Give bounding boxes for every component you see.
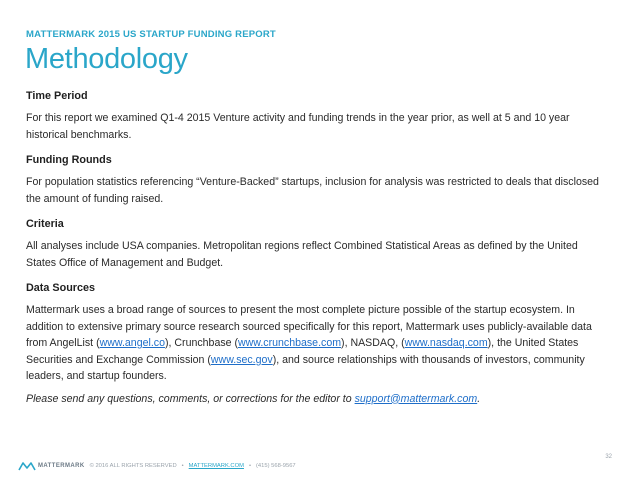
angellist-link[interactable]: www.angel.co [99, 337, 165, 349]
nasdaq-link[interactable]: www.nasdaq.com [404, 337, 488, 349]
page-number: 32 [605, 454, 612, 460]
section-time-period [26, 88, 608, 143]
text-span: . [477, 392, 481, 405]
section-paragraph: All analyses include USA companies. Metropolitan regions reflect Combined Statistical Areas as defined by the United States Office of Management and Budget. [26, 240, 578, 269]
logo-icon [18, 461, 36, 471]
support-email-link[interactable]: support@mattermark.com [354, 392, 478, 405]
separator: • [181, 463, 184, 469]
footer [18, 459, 618, 473]
closing-note [26, 391, 608, 408]
copyright-text: © 2016 ALL RIGHTS RESERVED [89, 463, 177, 469]
logo-text: MATTERMARK [38, 463, 85, 469]
separator: • [248, 463, 251, 469]
text-span: Mattermark uses a broad range of sources to present the most complete picture possible of the startup ecosystem. In addition to extensive primary source research sourced specifically for this report, Mattermark uses publicly-available data from AngelList ( [26, 304, 592, 349]
section-paragraph: For this report we examined Q1-4 2015 Venture activity and funding trends in the year prior, as well at 5 and 10 year historical benchmarks. [26, 112, 570, 141]
text-span: Please send any questions, comments, or corrections for the editor to [26, 392, 355, 405]
section-funding-rounds [26, 152, 608, 207]
phone-number: (415) 568-9567 [256, 463, 296, 469]
website-link[interactable]: MATTERMARK.COM [188, 463, 244, 469]
sec-link[interactable]: www.sec.gov [210, 353, 273, 366]
section-paragraph [26, 302, 608, 385]
text-span: ), the United States Securities and Exchange Commission ( [26, 337, 579, 366]
section-paragraph: For population statistics referencing “Venture-Backed” startups, inclusion for analysis was restricted to deals that disclosed the amount of funding raised. [26, 176, 599, 205]
section-criteria [26, 216, 608, 271]
methodology-content [26, 88, 608, 413]
crunchbase-link[interactable]: www.crunchbase.com [238, 337, 342, 349]
section-heading: Criteria [26, 218, 64, 230]
section-heading: Funding Rounds [26, 154, 112, 166]
page-title: Methodology [25, 43, 188, 75]
report-kicker: MATTERMARK 2015 US STARTUP FUNDING REPORT [26, 29, 276, 40]
section-heading: Data Sources [26, 282, 96, 294]
section-heading: Time Period [26, 90, 88, 102]
mattermark-logo [18, 461, 85, 471]
text-span: ), Crunchbase ( [164, 337, 238, 349]
section-data-sources [26, 280, 608, 407]
text-span: ), and source relationships with thousands of investors, community leaders, and startup founders. [26, 353, 585, 382]
text-span: ), NASDAQ, ( [341, 337, 405, 349]
